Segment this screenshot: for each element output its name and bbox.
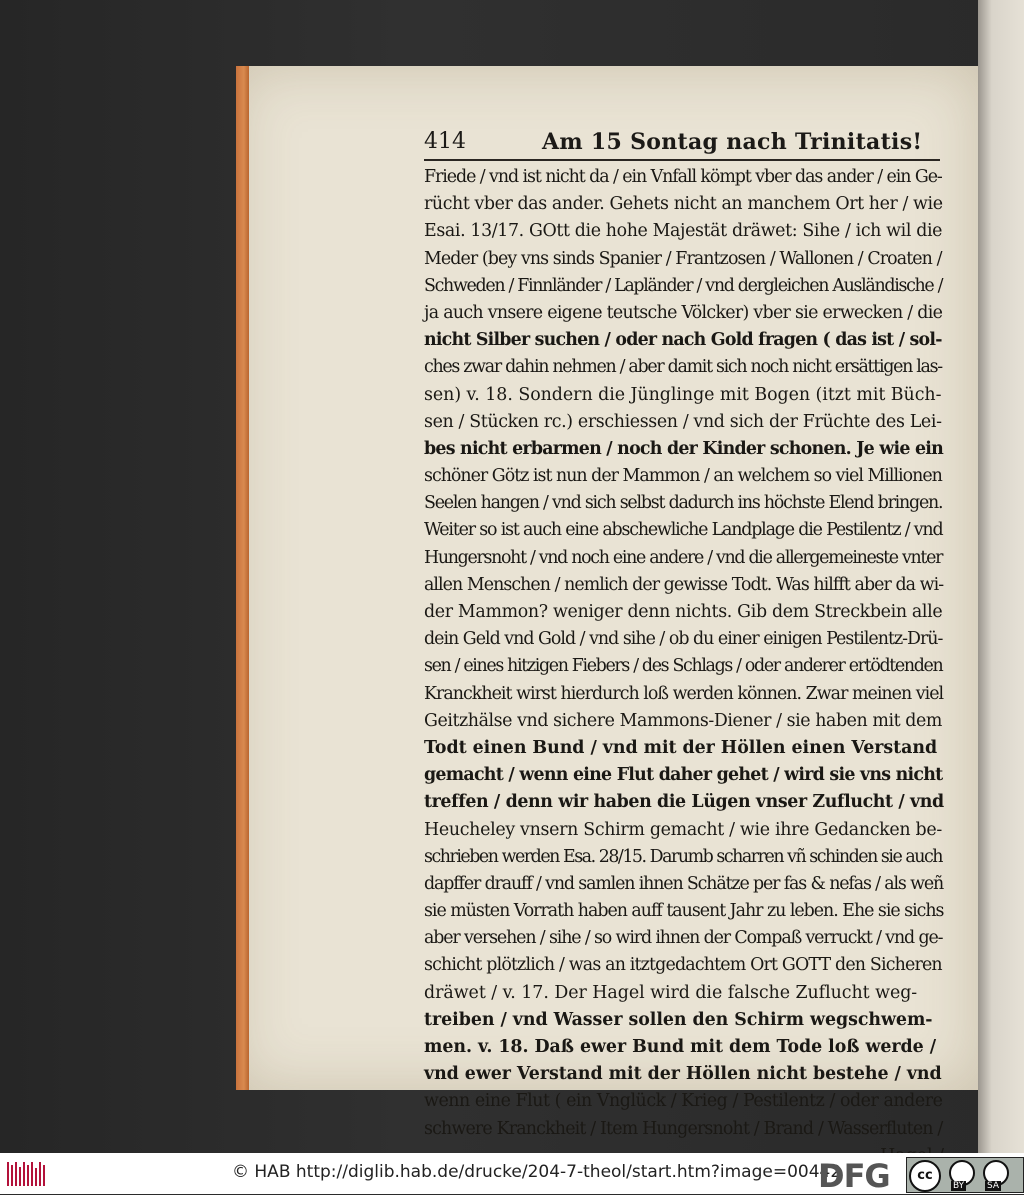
text-line: Todt einen Bund / vnd mit der Höllen einen Verstand bbox=[424, 737, 938, 758]
hab-barcode-logo bbox=[6, 1159, 46, 1189]
text-line: dräwet / v. 17. Der Hagel wird die falsche Zuflucht weg- bbox=[424, 982, 918, 1003]
text-line: Friede / vnd ist nicht da / ein Vnfall kömpt vber das ander / ein Ge- bbox=[424, 167, 942, 187]
text-line: ches zwar dahin nehmen / aber damit sich noch nicht ersättigen las- bbox=[424, 357, 942, 378]
copyright-link[interactable]: © HAB http://diglib.hab.de/drucke/204-7-theol/start.htm?image=00442 bbox=[232, 1162, 842, 1182]
text-line: bes nicht erbarmen / noch der Kinder schonen. Je wie ein bbox=[424, 438, 944, 459]
viewer-footer bbox=[0, 1153, 1024, 1194]
text-line: vnd ewer Verstand mit der Höllen nicht bestehe / vnd bbox=[424, 1064, 942, 1085]
text-line: schöner Götz ist nun der Mammon / an welchem so viel Millionen bbox=[424, 466, 942, 487]
text-line: Schweden / Finnländer / Lapländer / vnd dergleichen Ausländische / bbox=[424, 275, 943, 296]
text-line: schrieben werden Esa. 28/15. Darumb scharren vñ schinden sie auch bbox=[424, 846, 943, 867]
text-line: aber versehen / sihe / so wird ihnen der Compaß verruckt / vnd ge- bbox=[424, 928, 943, 949]
text-line: nicht Silber suchen / oder nach Gold fragen ( das ist / sol- bbox=[424, 330, 942, 351]
text-line: Hungersnoht / vnd noch eine andere / vnd die allergemeineste vnter bbox=[424, 547, 943, 568]
text-line: Geitzhälse vnd sichere Mammons-Diener / sie haben mit dem bbox=[424, 710, 942, 731]
text-line: schwere Kranckheit / Item Hungersnoht / Brand / Wasserfluten / bbox=[424, 1118, 943, 1139]
text-line: dein Geld vnd Gold / vnd sihe / ob du einer einigen Pestilentz-Drü- bbox=[424, 629, 943, 650]
cc-license-badge[interactable] bbox=[906, 1157, 1024, 1193]
facing-page-bleed bbox=[984, 130, 1024, 980]
text-line: Meder (bey vns sinds Spanier / Frantzosen / Wallonen / Croaten / bbox=[424, 248, 942, 269]
text-line: gemacht / wenn eine Flut daher gehet / wird sie vns nicht bbox=[424, 765, 943, 786]
sa-label: SA bbox=[987, 1181, 1000, 1191]
text-line: men. v. 18. Daß ewer Bund mit dem Tode loß werde / bbox=[424, 1037, 937, 1057]
text-line: sen) v. 18. Sondern die Jünglinge mit Bogen (itzt mit Büch- bbox=[424, 384, 942, 405]
text-line: rücht vber das ander. Gehets nicht an manchem Ort her / wie bbox=[424, 194, 943, 215]
running-title: Am 15 Sontag nach Trinitatis! bbox=[542, 129, 923, 155]
text-line: sie müsten Vorrath haben auff tausent Jahr zu leben. Ehe sie sichs bbox=[424, 901, 944, 922]
text-line: treiben / vnd Wasser sollen den Schirm wegschwem- bbox=[424, 1009, 933, 1030]
text-line: Esai. 13/17. GOtt die hohe Majestät dräwet: Sihe / ich wil die bbox=[424, 221, 943, 242]
text-line: der Mammon? weniger denn nichts. Gib dem Streckbein alle bbox=[424, 602, 943, 622]
page-number: 414 bbox=[424, 129, 466, 154]
text-line: Heucheley vnsern Schirm gemacht / wie ihre Gedancken be- bbox=[424, 819, 942, 840]
text-line: sen / eines hitzigen Fiebers / des Schlags / oder anderer ertödtenden bbox=[424, 656, 943, 677]
text-line: Weiter so ist auch eine abschewliche Landplage die Pestilentz / vnd bbox=[424, 520, 943, 541]
page-edge-stain bbox=[236, 66, 249, 1090]
text-line: Seelen hangen / vnd sich selbst dadurch ins höchste Elend bringen. bbox=[424, 493, 943, 514]
dfg-logo: DFG bbox=[818, 1157, 890, 1195]
text-line: dapffer drauff / vnd samlen ihnen Schätze per fas & nefas / als weñ bbox=[424, 873, 944, 894]
text-line: ja auch vnsere eigene teutsche Völcker) vber sie erwecken / die bbox=[424, 302, 943, 323]
text-line: Kranckheit wirst hierdurch loß werden können. Zwar meinen viel bbox=[424, 683, 944, 704]
text-line: sen / Stücken rc.) erschiessen / vnd sich der Früchte des Lei- bbox=[424, 411, 942, 432]
cc-icon: cc bbox=[909, 1160, 941, 1192]
header-rule bbox=[424, 159, 940, 161]
body-text bbox=[424, 164, 944, 1170]
text-line: schicht plötzlich / was an itztgedachtem Ort GOTT den Sicheren bbox=[424, 955, 942, 976]
text-line: wenn eine Flut ( ein Vnglück / Krieg / Pestilentz / oder andere bbox=[424, 1091, 943, 1112]
text-line: allen Menschen / nemlich der gewisse Todt. Was hilfft aber da wi- bbox=[424, 574, 944, 595]
page-header bbox=[424, 127, 944, 157]
by-label: BY bbox=[953, 1181, 965, 1191]
text-line: treffen / denn wir haben die Lügen vnser Zuflucht / vnd bbox=[424, 792, 944, 813]
